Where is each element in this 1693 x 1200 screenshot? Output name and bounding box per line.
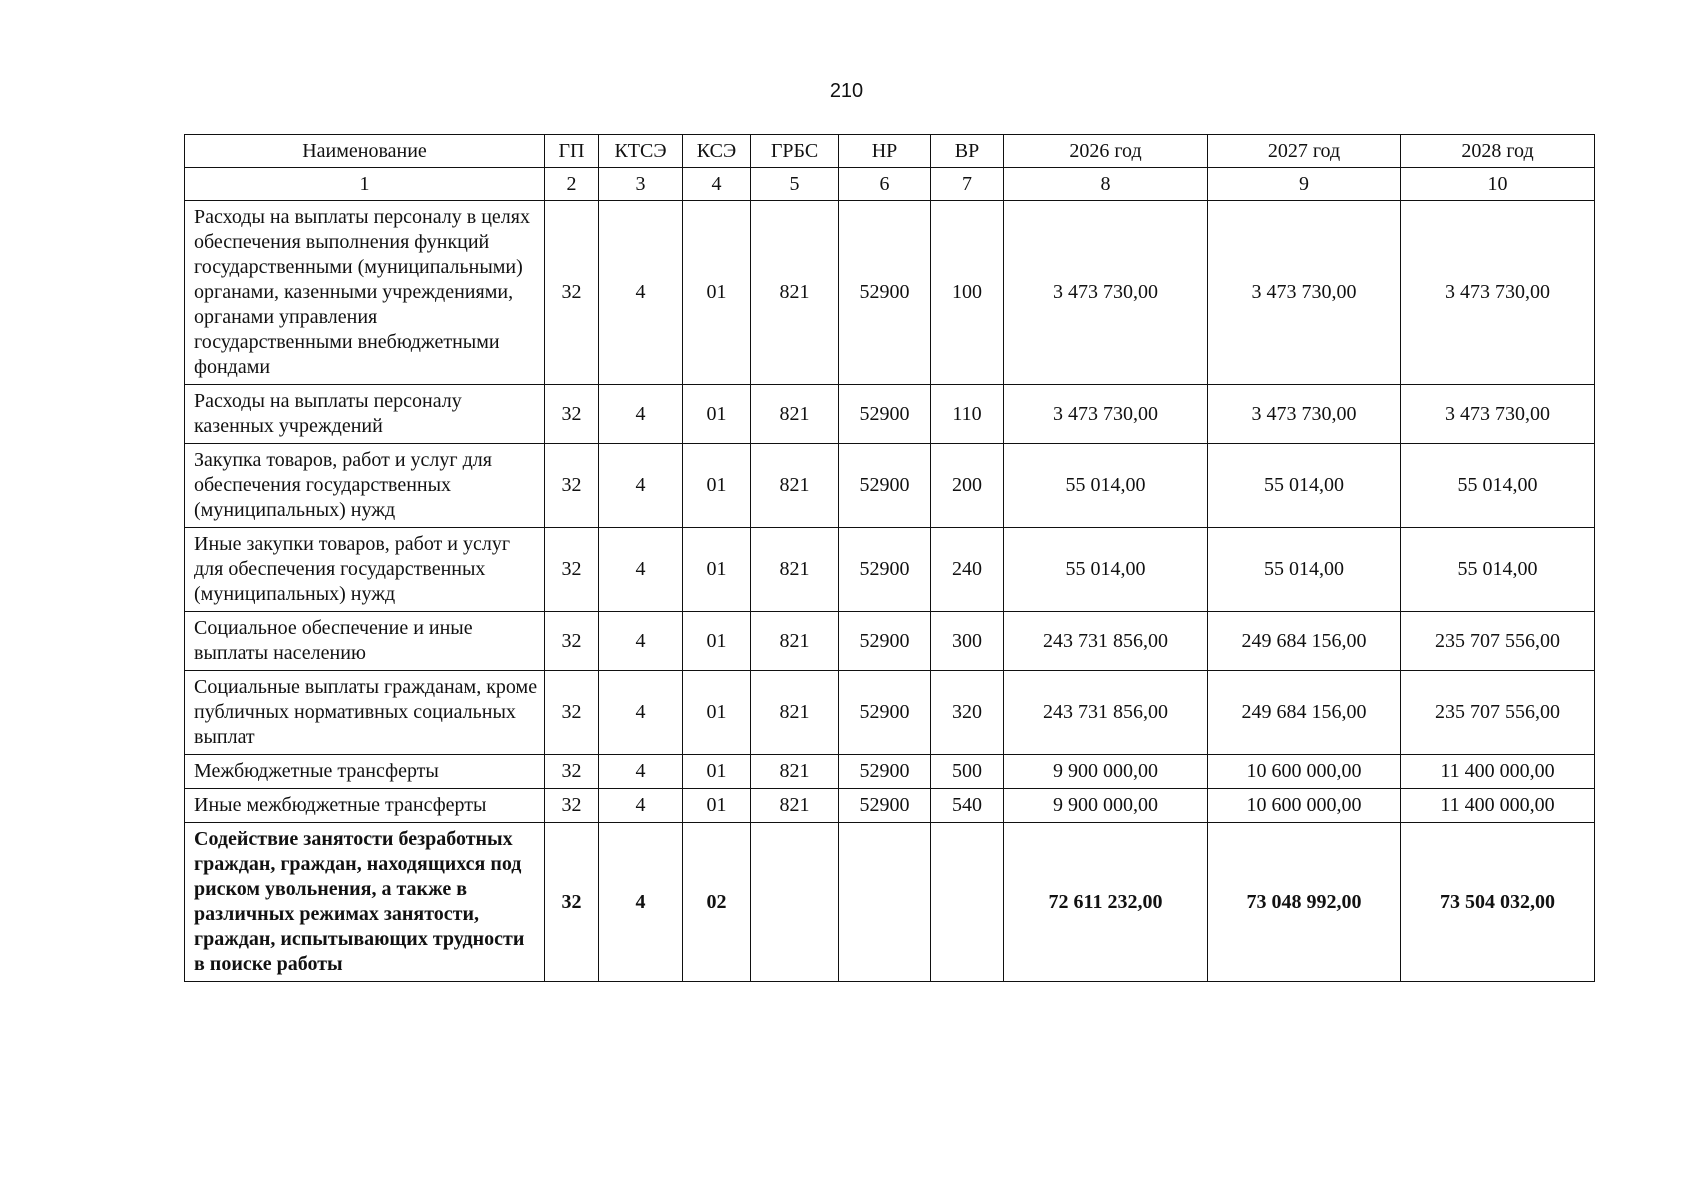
row-2027-amount: 55 014,00 — [1208, 444, 1401, 528]
row-nr-cell: 52900 — [839, 201, 931, 385]
row-ktse-cell: 4 — [599, 755, 683, 789]
row-kse-cell: 01 — [683, 671, 751, 755]
col-number: 4 — [683, 168, 751, 201]
col-number: 9 — [1208, 168, 1401, 201]
col-header-2028: 2028 год — [1401, 135, 1595, 168]
table-row — [185, 201, 1595, 385]
row-kse-cell: 01 — [683, 385, 751, 444]
row-2027-amount: 10 600 000,00 — [1208, 755, 1401, 789]
row-name-cell: Социальные выплаты гражданам, кроме публичных нормативных социальных выплат — [185, 671, 545, 755]
col-header-grbs: ГРБС — [751, 135, 839, 168]
row-2028-amount: 235 707 556,00 — [1401, 612, 1595, 671]
row-nr-cell: 52900 — [839, 755, 931, 789]
col-number: 10 — [1401, 168, 1595, 201]
row-name-cell: Содействие занятости безработных граждан, граждан, находящихся под риском увольнения, а также в различных режимах занятости, граждан, испытывающих трудности в поиске работы — [185, 823, 545, 982]
row-vr-cell: 300 — [931, 612, 1004, 671]
row-2027-amount: 249 684 156,00 — [1208, 671, 1401, 755]
table-row — [185, 755, 1595, 789]
row-gp-cell: 32 — [545, 385, 599, 444]
header-row — [185, 135, 1595, 168]
row-name-cell: Закупка товаров, работ и услуг для обеспечения государственных (муниципальных) нужд — [185, 444, 545, 528]
row-2028-amount: 3 473 730,00 — [1401, 385, 1595, 444]
row-gp-cell: 32 — [545, 612, 599, 671]
row-ktse-cell: 4 — [599, 201, 683, 385]
row-name-cell: Межбюджетные трансферты — [185, 755, 545, 789]
row-2026-amount: 243 731 856,00 — [1004, 612, 1208, 671]
col-header-ktse: КТСЭ — [599, 135, 683, 168]
row-nr-cell: 52900 — [839, 789, 931, 823]
row-2026-amount: 243 731 856,00 — [1004, 671, 1208, 755]
col-header-nr: НР — [839, 135, 931, 168]
row-name-cell: Иные закупки товаров, работ и услуг для обеспечения государственных (муниципальных) нужд — [185, 528, 545, 612]
col-number: 8 — [1004, 168, 1208, 201]
row-ktse-cell: 4 — [599, 671, 683, 755]
table-row — [185, 385, 1595, 444]
table-row — [185, 612, 1595, 671]
row-grbs-cell: 821 — [751, 385, 839, 444]
row-2028-amount: 11 400 000,00 — [1401, 789, 1595, 823]
row-kse-cell: 01 — [683, 201, 751, 385]
budget-table — [184, 134, 1595, 982]
row-nr-cell: 52900 — [839, 671, 931, 755]
col-header-vr: ВР — [931, 135, 1004, 168]
table-row — [185, 671, 1595, 755]
row-name-cell: Расходы на выплаты персоналу в целях обеспечения выполнения функций государственными (муниципальными) органами, казенными учреждениями, органами управления государственными внебюджетными фондами — [185, 201, 545, 385]
row-grbs-cell — [751, 823, 839, 982]
row-nr-cell: 52900 — [839, 612, 931, 671]
row-gp-cell: 32 — [545, 444, 599, 528]
row-2026-amount: 3 473 730,00 — [1004, 201, 1208, 385]
row-2026-amount: 9 900 000,00 — [1004, 755, 1208, 789]
row-2026-amount: 9 900 000,00 — [1004, 789, 1208, 823]
row-name-cell: Расходы на выплаты персоналу казенных учреждений — [185, 385, 545, 444]
table-body — [185, 201, 1595, 982]
row-vr-cell — [931, 823, 1004, 982]
row-kse-cell: 01 — [683, 528, 751, 612]
row-kse-cell: 01 — [683, 444, 751, 528]
row-nr-cell — [839, 823, 931, 982]
table-row — [185, 789, 1595, 823]
row-2028-amount: 11 400 000,00 — [1401, 755, 1595, 789]
row-2027-amount: 3 473 730,00 — [1208, 385, 1401, 444]
col-header-name: Наименование — [185, 135, 545, 168]
row-vr-cell: 110 — [931, 385, 1004, 444]
row-ktse-cell: 4 — [599, 789, 683, 823]
row-2028-amount: 235 707 556,00 — [1401, 671, 1595, 755]
row-grbs-cell: 821 — [751, 789, 839, 823]
row-gp-cell: 32 — [545, 823, 599, 982]
row-nr-cell: 52900 — [839, 528, 931, 612]
row-2026-amount: 55 014,00 — [1004, 444, 1208, 528]
row-gp-cell: 32 — [545, 755, 599, 789]
col-number: 3 — [599, 168, 683, 201]
row-2026-amount: 55 014,00 — [1004, 528, 1208, 612]
row-vr-cell: 320 — [931, 671, 1004, 755]
row-ktse-cell: 4 — [599, 612, 683, 671]
table-row — [185, 823, 1595, 982]
row-grbs-cell: 821 — [751, 201, 839, 385]
row-2028-amount: 3 473 730,00 — [1401, 201, 1595, 385]
col-number: 6 — [839, 168, 931, 201]
row-2027-amount: 249 684 156,00 — [1208, 612, 1401, 671]
row-gp-cell: 32 — [545, 528, 599, 612]
row-name-cell: Социальное обеспечение и иные выплаты населению — [185, 612, 545, 671]
row-grbs-cell: 821 — [751, 612, 839, 671]
row-gp-cell: 32 — [545, 201, 599, 385]
row-2028-amount: 73 504 032,00 — [1401, 823, 1595, 982]
row-nr-cell: 52900 — [839, 444, 931, 528]
page-number: 210 — [829, 80, 864, 102]
row-grbs-cell: 821 — [751, 528, 839, 612]
row-vr-cell: 100 — [931, 201, 1004, 385]
row-grbs-cell: 821 — [751, 755, 839, 789]
column-number-row — [185, 168, 1595, 201]
row-ktse-cell: 4 — [599, 444, 683, 528]
row-2026-amount: 72 611 232,00 — [1004, 823, 1208, 982]
col-header-gp: ГП — [545, 135, 599, 168]
row-2027-amount: 55 014,00 — [1208, 528, 1401, 612]
row-2026-amount: 3 473 730,00 — [1004, 385, 1208, 444]
row-2028-amount: 55 014,00 — [1401, 528, 1595, 612]
row-name-cell: Иные межбюджетные трансферты — [185, 789, 545, 823]
row-2027-amount: 3 473 730,00 — [1208, 201, 1401, 385]
col-number: 5 — [751, 168, 839, 201]
row-gp-cell: 32 — [545, 789, 599, 823]
row-ktse-cell: 4 — [599, 528, 683, 612]
row-2027-amount: 73 048 992,00 — [1208, 823, 1401, 982]
row-ktse-cell: 4 — [599, 823, 683, 982]
col-number: 7 — [931, 168, 1004, 201]
col-header-2027: 2027 год — [1208, 135, 1401, 168]
row-vr-cell: 500 — [931, 755, 1004, 789]
row-gp-cell: 32 — [545, 671, 599, 755]
col-number: 2 — [545, 168, 599, 201]
col-header-kse: КСЭ — [683, 135, 751, 168]
col-number: 1 — [185, 168, 545, 201]
row-ktse-cell: 4 — [599, 385, 683, 444]
row-2028-amount: 55 014,00 — [1401, 444, 1595, 528]
row-grbs-cell: 821 — [751, 444, 839, 528]
row-grbs-cell: 821 — [751, 671, 839, 755]
col-header-2026: 2026 год — [1004, 135, 1208, 168]
row-vr-cell: 240 — [931, 528, 1004, 612]
row-kse-cell: 01 — [683, 612, 751, 671]
row-vr-cell: 540 — [931, 789, 1004, 823]
row-kse-cell: 02 — [683, 823, 751, 982]
row-nr-cell: 52900 — [839, 385, 931, 444]
row-kse-cell: 01 — [683, 755, 751, 789]
row-vr-cell: 200 — [931, 444, 1004, 528]
row-kse-cell: 01 — [683, 789, 751, 823]
table-row — [185, 444, 1595, 528]
table-row — [185, 528, 1595, 612]
row-2027-amount: 10 600 000,00 — [1208, 789, 1401, 823]
